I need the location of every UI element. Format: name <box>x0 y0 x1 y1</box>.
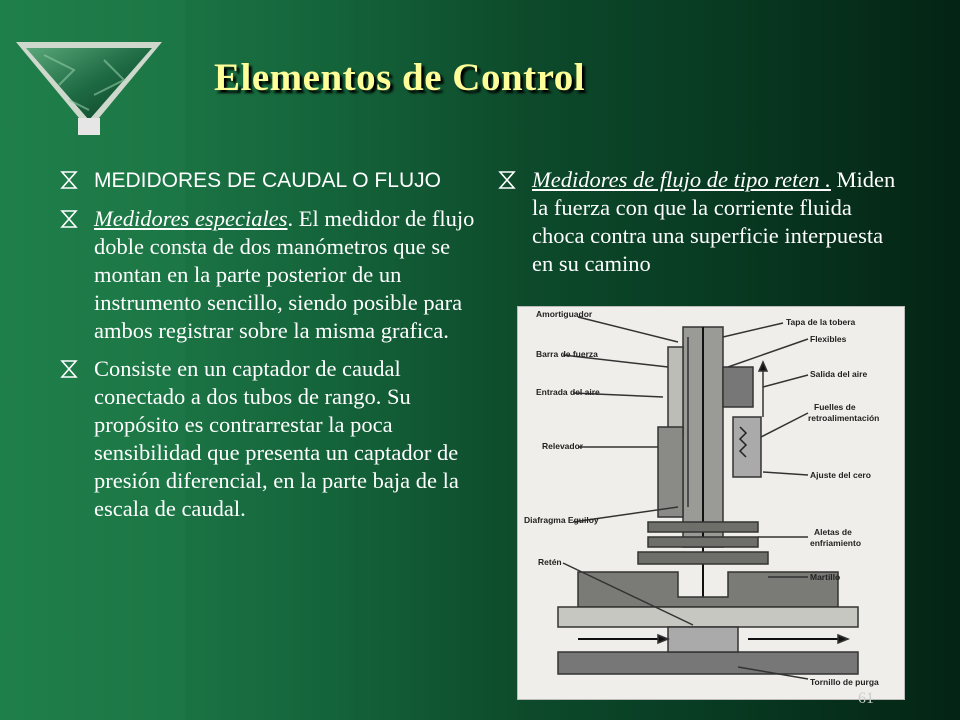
label-diafragma: Diafragma Eguiloy <box>524 515 599 525</box>
label-entrada: Entrada del aire <box>536 387 600 397</box>
flow-meter-diagram <box>517 306 905 700</box>
label-aletas-2: enfriamiento <box>810 538 862 548</box>
hourglass-bullet-icon <box>60 209 78 229</box>
diagram-drawing <box>518 307 904 699</box>
label-fuelles-2: retroalimentación <box>808 413 880 423</box>
special-meters-text: . El medidor de flujo doble consta de dos manómetros que se montan en la parte posterior de un instrumento sencillo, siendo posible para ambos registrar sobre la misma grafica. <box>94 206 475 343</box>
label-barra: Barra de fuerza <box>536 349 598 359</box>
left-column <box>60 166 480 533</box>
flow-sensor-text: Consiste en un captador de caudal conectado a dos tubos de rango. Su propósito es contrarrestar la poca sensibilidad que presenta un captador de presión diferencial, en la parte baja de la escala de caudal. <box>94 356 459 521</box>
list-item <box>60 355 480 523</box>
label-tornillo: Tornillo de purga <box>810 677 879 687</box>
slide-number: 61 <box>858 690 874 707</box>
label-aletas-1: Aletas de <box>814 527 852 537</box>
hourglass-bullet-icon <box>60 170 78 190</box>
inverted-triangle-logo-icon <box>14 40 164 135</box>
label-salida: Salida del aire <box>810 369 868 379</box>
list-item <box>60 205 480 345</box>
special-meters-link[interactable]: Medidores especiales <box>94 206 288 231</box>
retention-meters-link[interactable]: Medidores de flujo de tipo reten . <box>532 167 831 192</box>
right-column <box>498 166 898 288</box>
label-reten: Retén <box>538 557 562 567</box>
slide-title: Elementos de Control <box>214 56 586 99</box>
hourglass-bullet-icon <box>60 359 78 379</box>
label-fuelles-1: Fuelles de <box>814 402 856 412</box>
label-ajuste: Ajuste del cero <box>810 470 871 480</box>
label-flexibles: Flexibles <box>810 334 847 344</box>
label-martillo: Martillo <box>810 572 841 582</box>
label-tapa: Tapa de la tobera <box>786 317 856 327</box>
retention-meters-text: Miden la fuerza con que la corriente fluida choca contra una superficie interpuesta en su camino <box>532 167 896 276</box>
section-heading: MEDIDORES DE CAUDAL O FLUJO <box>94 169 441 192</box>
label-relevador: Relevador <box>542 441 584 451</box>
list-item <box>60 166 480 195</box>
hourglass-bullet-icon <box>498 170 516 190</box>
list-item <box>498 166 898 278</box>
label-amortiguador: Amortiguador <box>536 309 593 319</box>
